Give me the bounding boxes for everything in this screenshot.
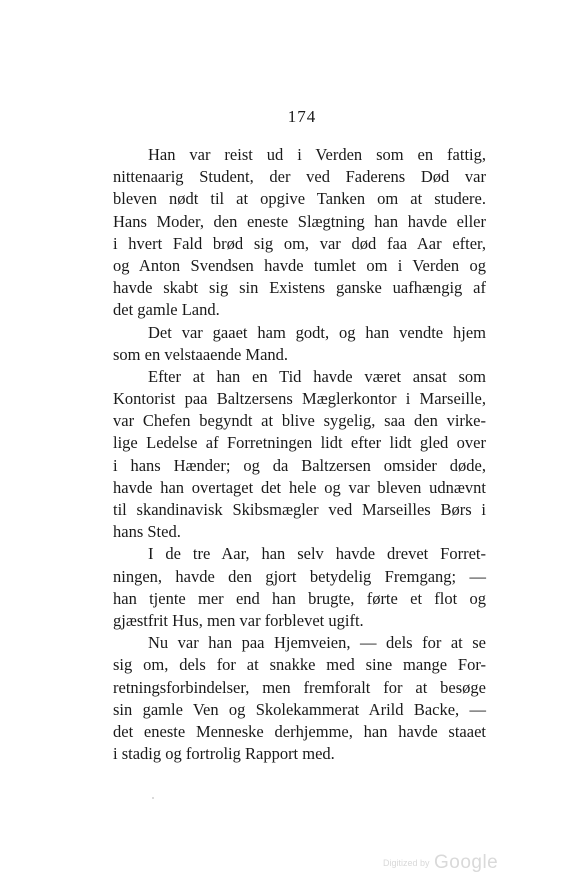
- watermark-prefix: Digitized by: [383, 858, 430, 868]
- text-line: det eneste Menneske derhjemme, han havde staaet: [113, 721, 486, 741]
- text-line: retningsforbindelser, men fremforalt for at besøge: [113, 677, 486, 697]
- text-line: i stadig og fortrolig Rapport med.: [113, 744, 335, 764]
- text-line: til skandinavisk Skibsmægler ved Marseilles Børs i: [113, 500, 486, 519]
- text-line: sig om, dels for at snakke med sine mange For-: [113, 655, 486, 675]
- text-line: Han var reist ud i Verden som en fattig,: [148, 145, 486, 164]
- digitized-watermark: [383, 852, 498, 874]
- text-line: Nu var han paa Hjemveien, — dels for at se: [148, 633, 486, 653]
- text-line: nittenaarig Student, der ved Faderens Død var: [113, 167, 486, 187]
- text-line: sin gamle Ven og Skolekammerat Arild Backe, —: [113, 699, 486, 719]
- text-line: Hans Moder, den eneste Slægtning han havde eller: [113, 211, 486, 231]
- text-line: det gamle Land.: [113, 300, 220, 320]
- text-line: gjæstfrit Hus, men var forblevet ugift.: [113, 610, 364, 630]
- body-text: [113, 144, 486, 765]
- text-line: Efter at han en Tid havde været ansat som: [148, 366, 486, 386]
- text-line: havde skabt sig sin Existens ganske uafhængig af: [113, 278, 486, 298]
- google-logo: Google: [433, 852, 499, 873]
- text-line: havde han overtaget det hele og var bleven udnævnt: [113, 477, 486, 497]
- print-speck: [152, 797, 154, 799]
- text-line: i hvert Fald brød sig om, var død faa Aar efter,: [113, 233, 486, 253]
- text-line: Det var gaaet ham godt, og han vendte hjem: [148, 322, 486, 342]
- text-line: i hans Hænder; og da Baltzersen omsider døde,: [113, 455, 486, 475]
- text-line: og Anton Svendsen havde tumlet om i Verden og: [113, 255, 486, 275]
- page-number: 174: [287, 107, 317, 126]
- text-line: I de tre Aar, han selv havde drevet Forret-: [148, 544, 486, 564]
- text-line: bleven nødt til at opgive Tanken om at studere.: [113, 189, 486, 209]
- text-line: som en velstaaende Mand.: [113, 344, 289, 364]
- text-line: han tjente mer end han brugte, førte et flot og: [113, 588, 486, 608]
- text-line: Kontorist paa Baltzersens Mæglerkontor i Marseille,: [113, 389, 486, 409]
- text-line: lige Ledelse af Forretningen lidt efter lidt gled over: [113, 433, 486, 453]
- text-line: ningen, havde den gjort betydelig Fremgang; —: [113, 566, 486, 586]
- text-line: hans Sted.: [113, 522, 181, 542]
- text-line: var Chefen begyndt at blive sygelig, saa den virke-: [113, 411, 486, 431]
